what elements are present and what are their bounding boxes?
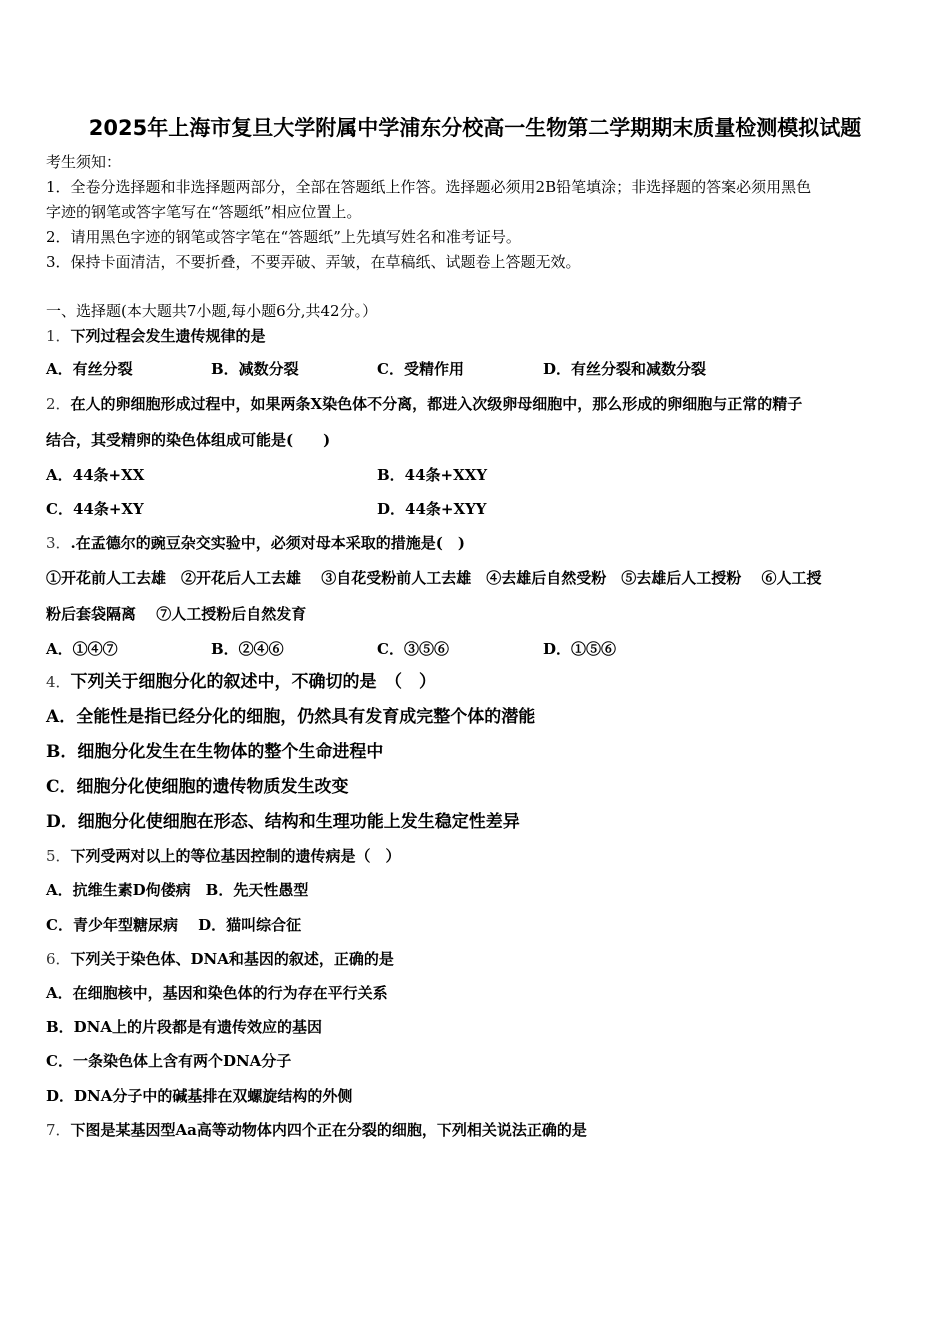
- question-number: 5．: [46, 847, 71, 865]
- q2-option-c[interactable]: C．44条+XY: [46, 500, 144, 518]
- q4-option-c[interactable]: C．细胞分化使细胞的遗传物质发生改变: [46, 777, 349, 797]
- q1-option-b[interactable]: B．减数分裂: [211, 360, 299, 378]
- notice-item-1: 1．全卷分选择题和非选择题两部分，全部在答题纸上作答。选择题必须用2B铅笔填涂；非选择题的答案必须用黑色: [46, 178, 812, 196]
- q1-option-a[interactable]: A．有丝分裂: [46, 360, 133, 378]
- question-number: 7．: [46, 1121, 71, 1139]
- notice-heading: 考生须知：: [46, 153, 122, 171]
- question-stem: 下列关于细胞分化的叙述中，不确切的是 （ ）: [70, 672, 437, 692]
- q5-options-row-1[interactable]: A．抗维生素D佝偻病 B．先天性愚型: [46, 881, 309, 899]
- question-stem: 下列过程会发生遗传规律的是: [70, 327, 266, 345]
- question-stem: .在孟德尔的豌豆杂交实验中，必须对母本采取的措施是( ): [70, 534, 465, 552]
- question-2: [46, 394, 906, 414]
- q2-option-a[interactable]: A．44条+XX: [46, 466, 145, 484]
- q3-option-d[interactable]: D．①⑤⑥: [543, 640, 617, 658]
- question-6: [46, 949, 906, 969]
- question-stem: 下列受两对以上的等位基因控制的遗传病是（ ）: [70, 847, 401, 865]
- q4-option-b[interactable]: B．细胞分化发生在生物体的整个生命进程中: [46, 742, 384, 762]
- q1-option-c[interactable]: C．受精作用: [377, 360, 464, 378]
- q2-option-b[interactable]: B．44条+XXY: [377, 466, 488, 484]
- question-3: [46, 533, 906, 553]
- q4-option-a[interactable]: A．全能性是指已经分化的细胞，仍然具有发育成完整个体的潜能: [46, 707, 536, 727]
- question-2-stem-cont: 结合，其受精卵的染色体组成可能是( ): [46, 431, 331, 449]
- q5-options-row-2[interactable]: C．青少年型糖尿病 D．猫叫综合征: [46, 916, 302, 934]
- q4-option-d[interactable]: D．细胞分化使细胞在形态、结构和生理功能上发生稳定性差异: [46, 812, 520, 832]
- question-3-list-cont: 粉后套袋隔离 ⑦人工授粉后自然发育: [46, 605, 307, 623]
- notice-item-3: 3．保持卡面清洁，不要折叠，不要弄破、弄皱，在草稿纸、试题卷上答题无效。: [46, 253, 581, 271]
- q3-option-c[interactable]: C．③⑤⑥: [377, 640, 449, 658]
- q6-option-d[interactable]: D．DNA分子中的碱基排在双螺旋结构的外侧: [46, 1087, 353, 1105]
- question-7: [46, 1120, 906, 1140]
- question-4: [46, 672, 906, 692]
- question-number: 1．: [46, 327, 71, 345]
- question-stem: 下列关于染色体、DNA和基因的叙述，正确的是: [70, 950, 394, 968]
- question-stem: 在人的卵细胞形成过程中，如果两条X染色体不分离，都进入次级卵母细胞中，那么形成的卵细胞与正常的精子: [70, 395, 803, 413]
- question-number: 3．: [46, 534, 71, 552]
- question-3-list: ①开花前人工去雄 ②开花后人工去雄 ③自花受粉前人工去雄 ④去雄后自然受粉 ⑤去雄后人工授粉 ⑥人工授: [46, 569, 822, 587]
- q1-option-d[interactable]: D．有丝分裂和减数分裂: [543, 360, 707, 378]
- notice-item-2: 2．请用黑色字迹的钢笔或答字笔在“答题纸”上先填写姓名和准考证号。: [46, 228, 521, 246]
- question-5: [46, 846, 906, 866]
- notice-item-1-cont: 字迹的钢笔或答字笔写在“答题纸”相应位置上。: [46, 203, 362, 221]
- q6-option-c[interactable]: C．一条染色体上含有两个DNA分子: [46, 1052, 292, 1070]
- q3-option-b[interactable]: B．②④⑥: [211, 640, 284, 658]
- q2-option-d[interactable]: D．44条+XYY: [377, 500, 487, 518]
- q3-option-a[interactable]: A．①④⑦: [46, 640, 118, 658]
- question-number: 4．: [46, 673, 71, 691]
- q6-option-b[interactable]: B．DNA上的片段都是有遗传效应的基因: [46, 1018, 323, 1036]
- question-number: 6．: [46, 950, 71, 968]
- q6-option-a[interactable]: A．在细胞核中，基因和染色体的行为存在平行关系: [46, 984, 388, 1002]
- page-title: 2025年上海市复旦大学附属中学浦东分校高一生物第二学期期末质量检测模拟试题: [88, 116, 862, 140]
- question-stem: 下图是某基因型Aa高等动物体内四个正在分裂的细胞，下列相关说法正确的是: [70, 1121, 587, 1139]
- section-heading: 一、选择题(本大题共7小题,每小题6分,共42分。）: [46, 302, 378, 320]
- question-number: 2．: [46, 395, 71, 413]
- question-1: [46, 326, 906, 346]
